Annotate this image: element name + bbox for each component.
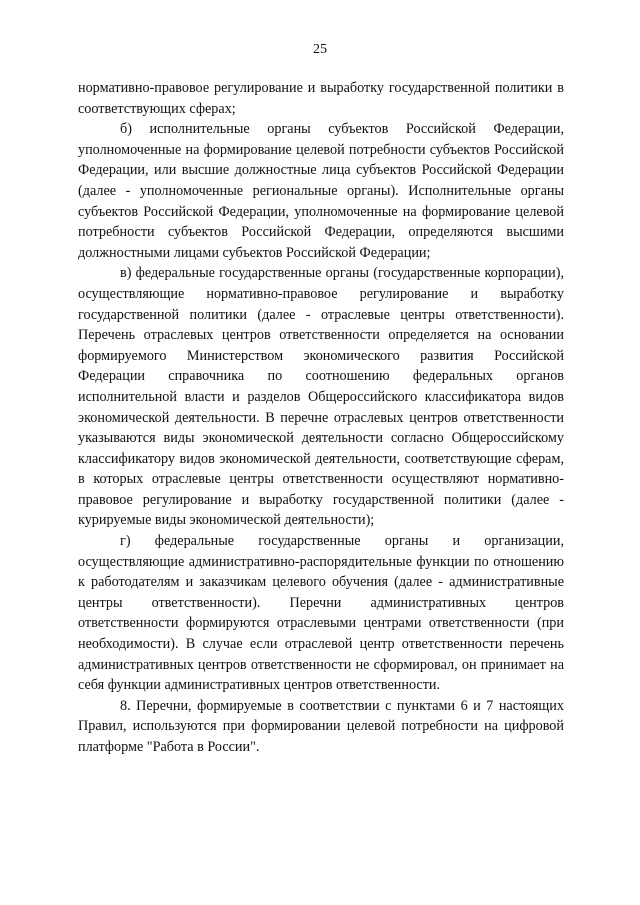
page-number: 25 xyxy=(313,42,327,57)
paragraph-continuation: нормативно-правовое регулирование и выработку государственной политики в соответствующих сферах; xyxy=(78,80,564,117)
paragraph-item-b: б) исполнительные органы субъектов Российской Федерации, уполномоченные на формирование целевой потребности субъектов Российской Федерации, или высшие должностные лица субъектов Российской Федерации (далее - уполномоченные региональные органы). Исполнительные органы субъектов Российской Федерации, уполномоченные на формирование целевой потребности субъектов Российской Федерации, определяются высшими должностными лицами субъектов Российской Федерации; xyxy=(78,121,564,261)
paragraph-item-8: 8. Перечни, формируемые в соответствии с пунктами 6 и 7 настоящих Правил, используются при формировании целевой потребности на цифровой платформе "Работа в России". xyxy=(78,697,564,755)
document-body xyxy=(78,78,564,758)
paragraph-item-v: в) федеральные государственные органы (государственные корпорации), осуществляющие нормативно-правовое регулирование и выработку государственной политики (далее - отраслевые центры ответственности). Перечень отраслевых центров ответственности определяется на основании формируемого Министерством экономического развития Российской Федерации справочника по соотношению федеральных органов исполнительной власти и разделов Общероссийского классификатора видов экономической деятельности. В перечне отраслевых центров ответственности указываются виды экономической деятельности согласно Общероссийскому классификатору видов экономической деятельности, соответствующие сферам, в которых отраслевые центры ответственности осуществляют нормативно-правовое регулирование и выработку государственной политики (далее - курируемые виды экономической деятельности); xyxy=(78,265,564,529)
paragraph-item-g: г) федеральные государственные органы и организации, осуществляющие административно-распорядительные функции по отношению к работодателям и заказчикам целевого обучения (далее - административные центры ответственности). Перечни административных центров ответственности формируются отраслевыми центрами ответственности (при необходимости). В случае если отраслевой центр ответственности перечень административных центров ответственности не сформировал, он принимает на себя функции административных центров ответственности. xyxy=(78,533,564,694)
